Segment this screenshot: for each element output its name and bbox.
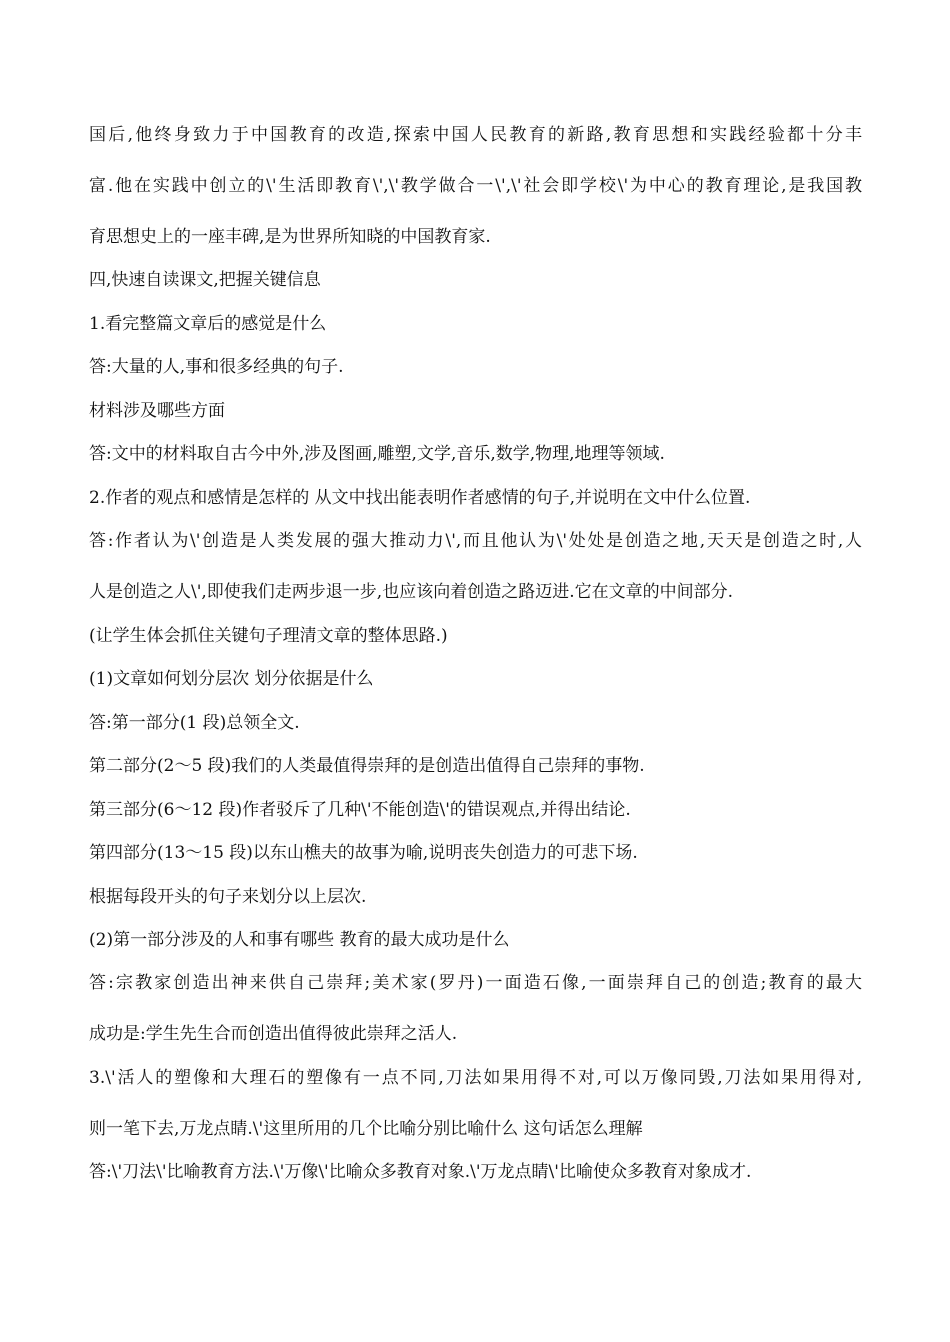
question: 2.作者的观点和感情是怎样的 从文中找出能表明作者感情的句子,并说明在文中什么位置. xyxy=(89,488,751,508)
text-line: 根据每段开头的句子来划分以上层次. xyxy=(89,887,367,907)
answer-continued: 成功是:学生先生合而创造出值得彼此崇拜之活人. xyxy=(89,1024,458,1044)
question: (2)第一部分涉及的人和事有哪些 教育的最大成功是什么 xyxy=(89,930,510,950)
question-continued: 则一笔下去,万龙点睛.\'这里所用的几个比喻分别比喻什么 这句话怎么理解 xyxy=(89,1119,643,1139)
text-line: 第三部分(6～12 段)作者驳斥了几种\'不能创造\'的错误观点,并得出结论. xyxy=(89,800,631,820)
answer: 答:第一部分(1 段)总领全文. xyxy=(89,713,300,733)
text-line: 富.他在实践中创立的\'生活即教育\',\'教学做合一\',\'社会即学校\'为中心的教育理论,是我国教 xyxy=(89,176,862,196)
question: 材料涉及哪些方面 xyxy=(89,401,225,421)
section-heading: 四,快速自读课文,把握关键信息 xyxy=(89,270,321,290)
answer: 答:大量的人,事和很多经典的句子. xyxy=(89,357,344,377)
text-line: 育思想史上的一座丰碑,是为世界所知晓的中国教育家. xyxy=(89,227,491,247)
answer: 答:作者认为\'创造是人类发展的强大推动力\',而且他认为\'处处是创造之地,天天是创造之时,人 xyxy=(89,531,862,551)
note: (让学生体会抓住关键句子理清文章的整体思路.) xyxy=(89,626,448,646)
answer: 答:文中的材料取自古今中外,涉及图画,雕塑,文学,音乐,数学,物理,地理等领域. xyxy=(89,444,665,464)
question: (1)文章如何划分层次 划分依据是什么 xyxy=(89,669,374,689)
answer: 答:\'刀法\'比喻教育方法.\'万像\'比喻众多教育对象.\'万龙点睛\'比喻使众多教育对象成才. xyxy=(89,1162,752,1182)
question: 3.\'活人的塑像和大理石的塑像有一点不同,刀法如果用得不对,可以万像同毁,刀法如果用得对, xyxy=(89,1068,862,1088)
text-line: 第二部分(2～5 段)我们的人类最值得崇拜的是创造出值得自己崇拜的事物. xyxy=(89,756,645,776)
text-line: 第四部分(13～15 段)以东山樵夫的故事为喻,说明丧失创造力的可悲下场. xyxy=(89,843,638,863)
question: 1.看完整篇文章后的感觉是什么 xyxy=(89,314,327,334)
text-line: 国后,他终身致力于中国教育的改造,探索中国人民教育的新路,教育思想和实践经验都十分丰 xyxy=(89,125,862,145)
answer-continued: 人是创造之人\',即使我们走两步退一步,也应该向着创造之路迈进.它在文章的中间部分. xyxy=(89,582,734,602)
answer: 答:宗教家创造出神来供自己崇拜;美术家(罗丹)一面造石像,一面崇拜自己的创造;教育的最大 xyxy=(89,973,862,993)
